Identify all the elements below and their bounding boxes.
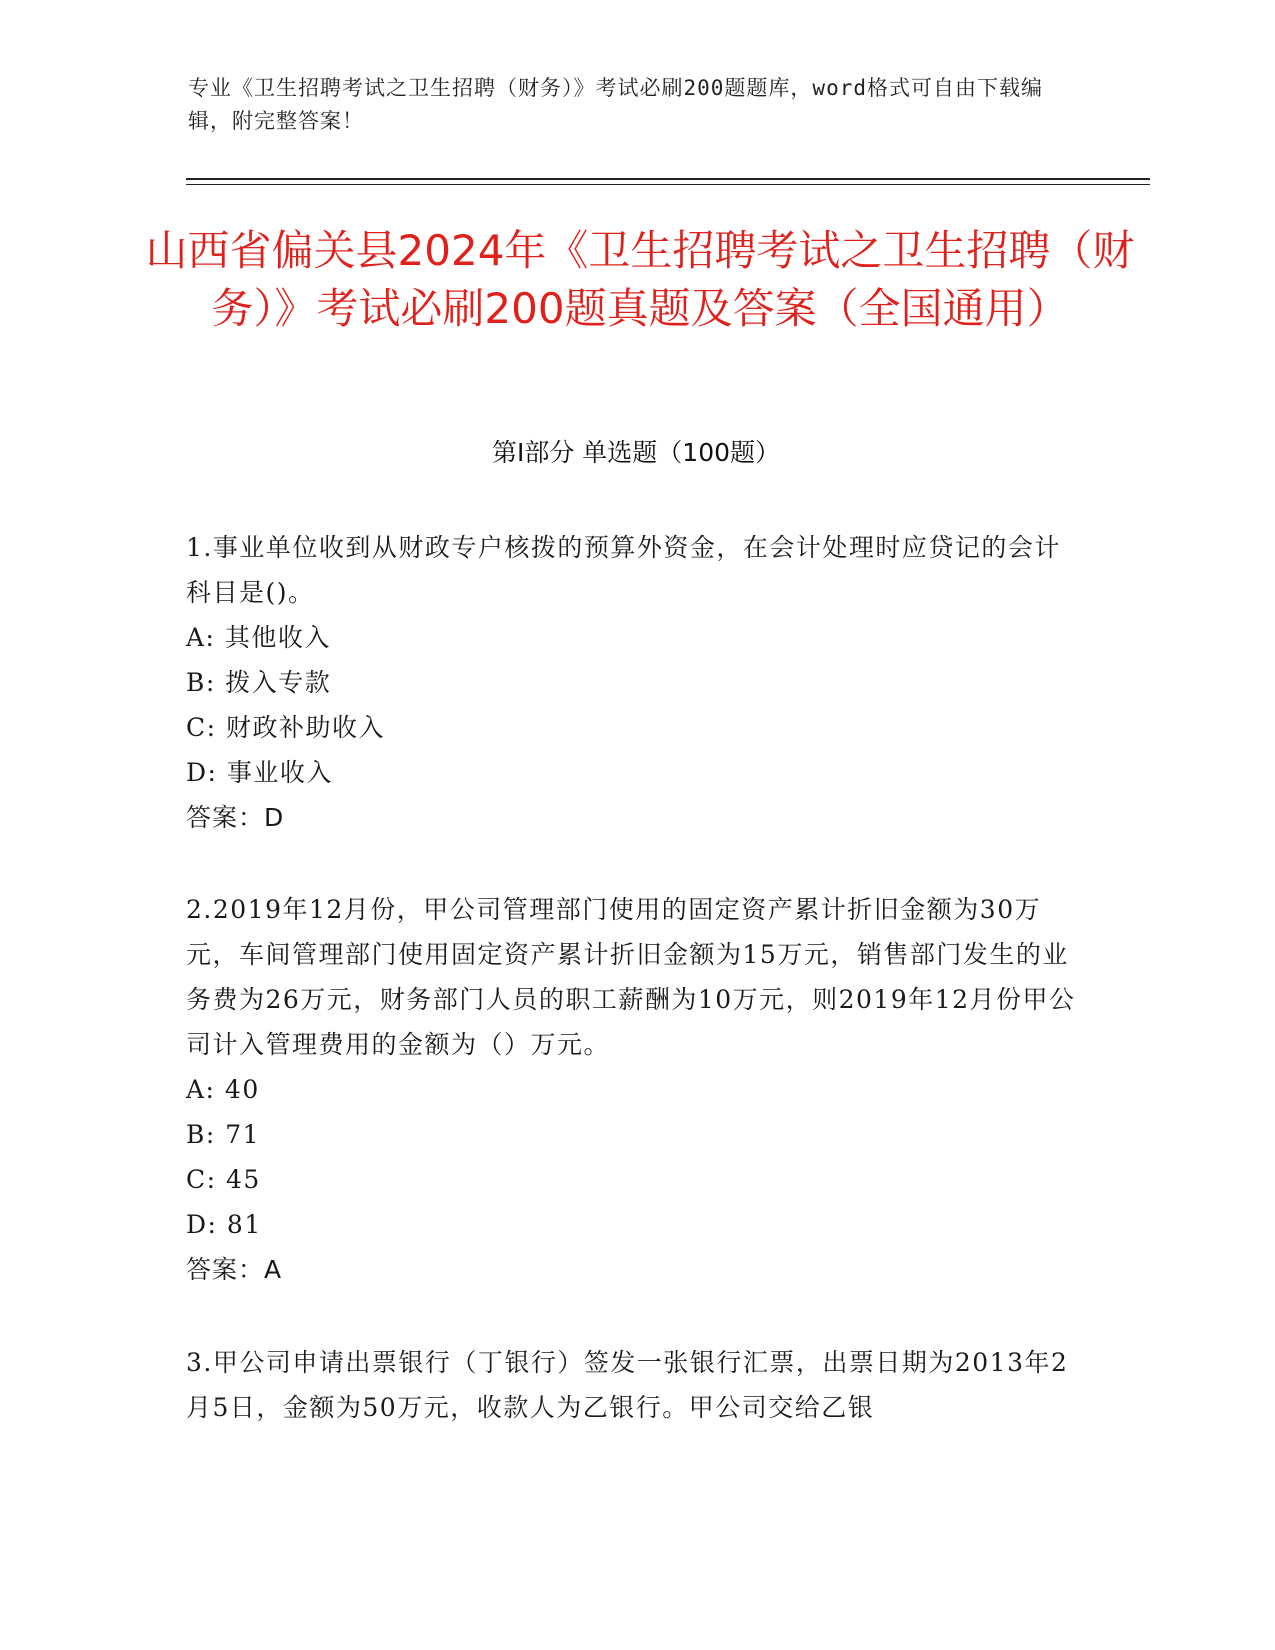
question-stem: 3.甲公司申请出票银行（丁银行）签发一张银行汇票，出票日期为2013年2月5日，金额为50万元，收款人为乙银行。甲公司交给乙银 bbox=[186, 1348, 1069, 1422]
header-divider-thick bbox=[186, 178, 1150, 180]
option-a: A: 其他收入 bbox=[186, 623, 331, 652]
section-heading: 第Ⅰ部分 单选题（100题） bbox=[491, 438, 781, 467]
question-stem: 1.事业单位收到从财政专户核拨的预算外资金，在会计处理时应贷记的会计科目是()。 bbox=[186, 533, 1061, 607]
question-2 bbox=[186, 887, 1086, 1292]
answer-label: 答案： bbox=[186, 1255, 265, 1284]
option-d: D: 事业收入 bbox=[186, 758, 333, 787]
header-divider-thin bbox=[186, 184, 1150, 185]
question-3 bbox=[186, 1340, 1086, 1430]
answer-label: 答案： bbox=[186, 803, 265, 832]
answer-value: A bbox=[264, 1255, 283, 1284]
option-a: A: 40 bbox=[186, 1075, 260, 1104]
header-note: 专业《卫生招聘考试之卫生招聘（财务）》考试必刷200题题库，word格式可自由下载编辑，附完整答案！ bbox=[188, 76, 1043, 133]
answer-row bbox=[186, 1247, 1086, 1292]
option-d: D: 81 bbox=[186, 1210, 262, 1239]
option-b: B: 拨入专款 bbox=[186, 668, 332, 697]
question-1 bbox=[186, 525, 1086, 840]
option-b: B: 71 bbox=[186, 1120, 261, 1149]
answer-value: D bbox=[264, 803, 285, 832]
question-stem: 2.2019年12月份，甲公司管理部门使用的固定资产累计折旧金额为30万元，车间管理部门使用固定资产累计折旧金额为15万元，销售部门发生的业务费为26万元，财务部门人员的职工薪酬为10万元，则2019年12月份甲公司计入管理费用的金额为（）万元。 bbox=[186, 895, 1076, 1059]
answer-row bbox=[186, 795, 1086, 840]
option-c: C: 财政补助收入 bbox=[186, 713, 385, 742]
document-title: 山西省偏关县2024年《卫生招聘考试之卫生招聘（财务）》考试必刷200题真题及答案（全国通用） bbox=[145, 226, 1135, 333]
option-c: C: 45 bbox=[186, 1165, 261, 1194]
